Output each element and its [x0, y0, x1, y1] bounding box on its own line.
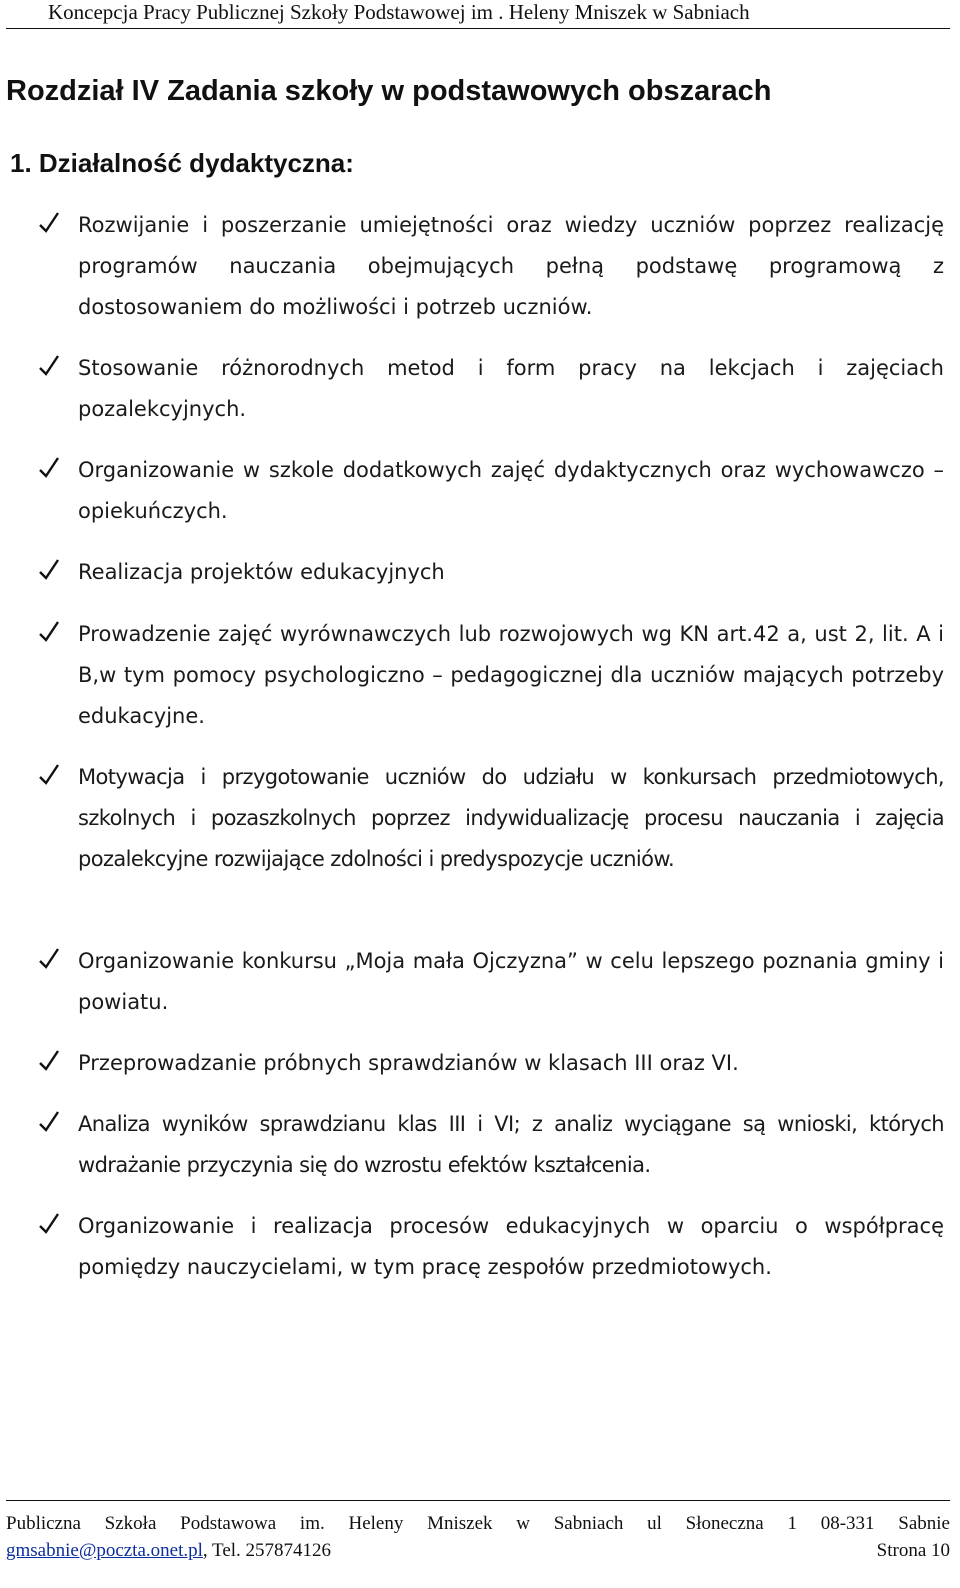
page-number: Strona 10	[876, 1540, 950, 1561]
checkmark-icon	[38, 614, 60, 650]
checkmark-icon	[38, 205, 60, 241]
list-item-text: Organizowanie i realizacja procesów edukacyjnych w oparciu o współpracę pomiędzy nauczycielami, w tym pracę zespołów przedmiotowych.	[78, 1214, 944, 1279]
list-item-text: Rozwijanie i poszerzanie umiejętności oraz wiedzy uczniów poprzez realizację programów nauczania obejmujących pełną podstawę programową z dostosowaniem do możliwości i potrzeb uczniów.	[78, 213, 944, 319]
checkmark-icon	[38, 1043, 60, 1079]
list-item	[34, 552, 944, 593]
footer-phone: , Tel. 257874126	[202, 1540, 332, 1561]
list-item	[34, 450, 944, 532]
header-divider	[6, 28, 950, 29]
list-item-text: Analiza wyników sprawdzianu klas III i VI; z analiz wyciągane są wnioski, których wdrażanie przyczynia się do wzrostu efektów kształcenia.	[78, 1112, 944, 1177]
list-item-text: Organizowanie w szkole dodatkowych zajęć dydaktycznych oraz wychowawczo – opiekuńczych.	[78, 458, 944, 523]
chapter-title: Rozdział IV Zadania szkoły w podstawowych obszarach	[6, 75, 772, 107]
checkmark-icon	[38, 941, 60, 977]
list-item	[34, 348, 944, 430]
page-footer	[0, 1500, 960, 1588]
list-item	[34, 614, 944, 737]
list-item-text: Stosowanie różnorodnych metod i form pracy na lekcjach i zajęciach pozalekcyjnych.	[78, 356, 944, 421]
page-header	[0, 0, 960, 32]
footer-divider	[6, 1500, 950, 1501]
list-item	[34, 941, 944, 1023]
list-item	[34, 757, 944, 880]
footer-address: Publiczna Szkoła Podstawowa im. Heleny Mniszek w Sabniach ul Słoneczna 1 08-331 Sabnie	[6, 1513, 950, 1534]
list-item-text: Organizowanie konkursu „Moja mała Ojczyzna” w celu lepszego poznania gminy i powiatu.	[78, 949, 944, 1014]
list-item	[34, 1206, 944, 1288]
section-title: 1. Działalność dydaktyczna:	[10, 148, 354, 178]
footer-contact	[6, 1539, 950, 1563]
email-link[interactable]: gmsabnie@poczta.onet.pl	[6, 1540, 203, 1561]
checkmark-icon	[38, 450, 60, 486]
checkmark-icon	[38, 1104, 60, 1140]
list-item-text: Prowadzenie zajęć wyrównawczych lub rozwojowych wg KN art.42 a, ust 2, lit. A i B,w tym pomocy psychologiczno – pedagogicznej dla uczniów mających potrzeby edukacyjne.	[78, 622, 944, 728]
list-item-text: Realizacja projektów edukacyjnych	[78, 560, 445, 584]
checkmark-icon	[38, 1206, 60, 1242]
checkmark-icon	[38, 757, 60, 793]
list-item-text: Motywacja i przygotowanie uczniów do udziału w konkursach przedmiotowych, szkolnych i pozaszkolnych poprzez indywidualizację procesu nauczania i zajęcia pozalekcyjne rozwijające zdolności i predyspozycje uczniów.	[78, 765, 944, 871]
checkmark-icon	[38, 348, 60, 384]
checkmark-icon	[38, 552, 60, 588]
list-item-text: Przeprowadzanie próbnych sprawdzianów w klasach III oraz VI.	[78, 1051, 739, 1075]
list-item	[34, 205, 944, 328]
header-title: Koncepcja Pracy Publicznej Szkoły Podstawowej im . Heleny Mniszek w Sabniach	[48, 0, 750, 24]
list-item	[34, 1104, 944, 1186]
list-item	[34, 1043, 944, 1084]
